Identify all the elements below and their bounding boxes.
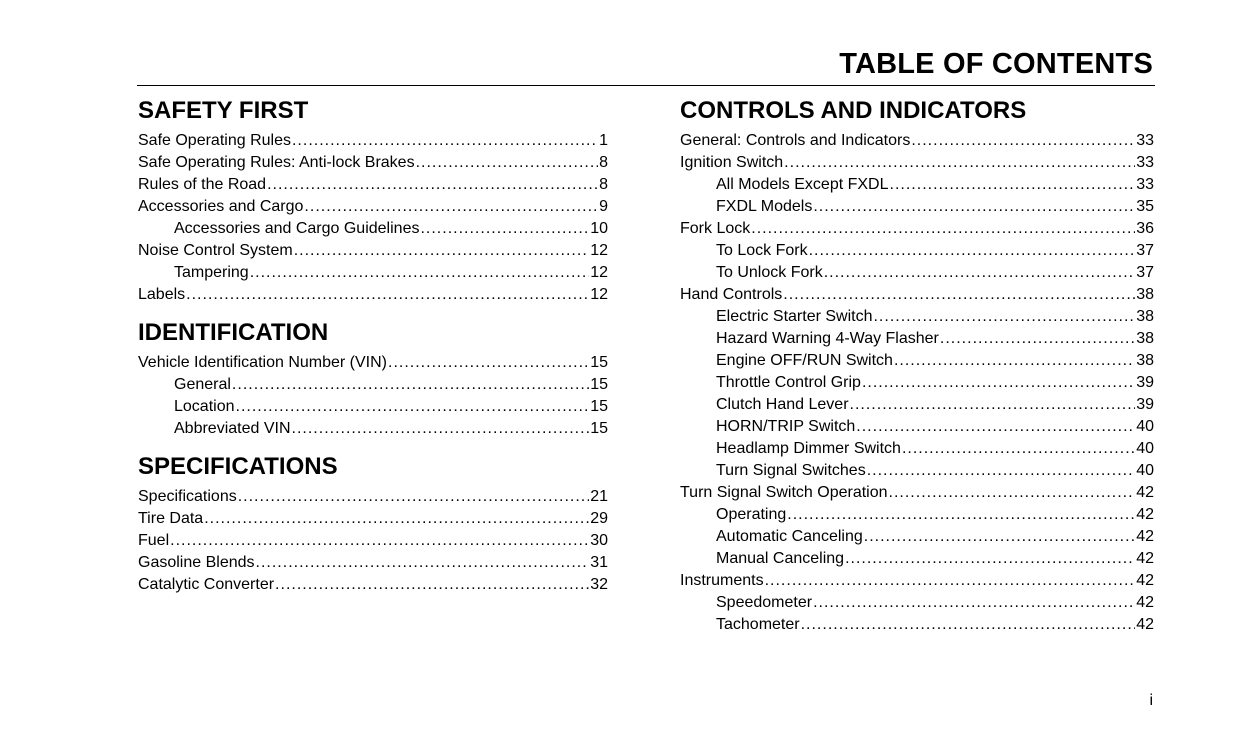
toc-entry-page: 21 [590, 488, 608, 505]
toc-entry-label: Throttle Control Grip [716, 374, 861, 391]
toc-entry-page: 29 [590, 510, 608, 527]
toc-entry-label: Electric Starter Switch [716, 308, 873, 325]
dot-leader [911, 130, 1135, 152]
toc-entry-page: 42 [1136, 528, 1154, 545]
toc-entry[interactable] [138, 174, 608, 196]
section-heading-specifications: SPECIFICATIONS [138, 453, 338, 480]
toc-entry-page: 10 [590, 220, 608, 237]
toc-entry-page: 42 [1136, 484, 1154, 501]
toc-entry[interactable] [138, 552, 608, 574]
toc-entry-label: Fork Lock [680, 220, 751, 237]
toc-entry-page: 1 [599, 132, 608, 149]
toc-entry[interactable] [680, 482, 1154, 504]
dot-leader [292, 130, 598, 152]
dot-leader [890, 174, 1136, 196]
toc-entry-page: 9 [599, 198, 608, 215]
toc-entry-label: Catalytic Converter [138, 576, 275, 593]
toc-subentry[interactable] [680, 416, 1154, 438]
toc-entry-page: 38 [1136, 308, 1154, 325]
toc-entry-label: To Unlock Fork [716, 264, 823, 281]
section-heading-identification: IDENTIFICATION [138, 319, 329, 346]
toc-entry[interactable] [138, 152, 608, 174]
toc-entry-label: Accessories and Cargo [138, 198, 304, 215]
toc-entry-page: 32 [590, 576, 608, 593]
toc-entry-label: Turn Signal Switch Operation [680, 484, 888, 501]
toc-entry-page: 33 [1136, 154, 1154, 171]
toc-entry[interactable] [680, 152, 1154, 174]
toc-entry[interactable] [138, 196, 608, 218]
toc-subentry[interactable] [138, 418, 608, 440]
toc-entry-page: 33 [1136, 176, 1154, 193]
toc-subentry[interactable] [680, 262, 1154, 284]
dot-leader [304, 196, 598, 218]
toc-subentry[interactable] [680, 306, 1154, 328]
toc-entry-label: Hazard Warning 4-Way Flasher [716, 330, 939, 347]
toc-entry-page: 40 [1136, 418, 1154, 435]
toc-entry-label: Specifications [138, 488, 237, 505]
toc-entry-label: To Lock Fork [716, 242, 808, 259]
toc-subentry[interactable] [138, 396, 608, 418]
toc-entry-page: 12 [590, 264, 608, 281]
toc-entry-page: 8 [599, 154, 608, 171]
toc-entry-label: Noise Control System [138, 242, 293, 259]
toc-entry-label: General [174, 376, 231, 393]
toc-entry-label: Clutch Hand Lever [716, 396, 849, 413]
dot-leader [813, 196, 1135, 218]
toc-entry-page: 8 [599, 176, 608, 193]
toc-entry-page: 15 [590, 376, 608, 393]
dot-leader [850, 394, 1136, 416]
toc-entry-label: Engine OFF/RUN Switch [716, 352, 893, 369]
dot-leader [292, 418, 590, 440]
toc-entry[interactable] [680, 284, 1154, 306]
toc-entry-label: Manual Canceling [716, 550, 845, 567]
toc-entry[interactable] [680, 570, 1154, 592]
section-heading-safety-first: SAFETY FIRST [138, 97, 309, 124]
toc-entry-page: 12 [590, 242, 608, 259]
toc-entry-page: 42 [1136, 616, 1154, 633]
dot-leader [902, 438, 1135, 460]
toc-entry-label: Turn Signal Switches [716, 462, 866, 479]
toc-entry-page: 42 [1136, 572, 1154, 589]
dot-leader [256, 552, 590, 574]
dot-leader [783, 284, 1135, 306]
toc-entry-page: 38 [1136, 352, 1154, 369]
toc-entry-page: 40 [1136, 440, 1154, 457]
toc-entry[interactable] [138, 574, 608, 596]
dot-leader [751, 218, 1135, 240]
dot-leader [873, 306, 1135, 328]
dot-leader [889, 482, 1136, 504]
toc-subentry[interactable] [680, 438, 1154, 460]
dot-leader [267, 174, 598, 196]
toc-entry-label: Speedometer [716, 594, 813, 611]
toc-entry[interactable] [138, 284, 608, 306]
toc-entry-label: Location [174, 398, 235, 415]
toc-entry-page: 40 [1136, 462, 1154, 479]
dot-leader [862, 372, 1135, 394]
toc-entry-page: 38 [1136, 330, 1154, 347]
dot-leader [824, 262, 1136, 284]
toc-entry-page: 35 [1136, 198, 1154, 215]
toc-entry-page: 15 [590, 354, 608, 371]
toc-entry-label: Tampering [174, 264, 249, 281]
toc-subentry[interactable] [680, 240, 1154, 262]
section-heading-controls-and-indicators: CONTROLS AND INDICATORS [680, 97, 1027, 124]
dot-leader [420, 218, 589, 240]
toc-entry-page: 38 [1136, 286, 1154, 303]
dot-leader [940, 328, 1135, 350]
toc-entry-page: 33 [1136, 132, 1154, 149]
toc-entry-label: General: Controls and Indicators [680, 132, 911, 149]
dot-leader [801, 614, 1136, 636]
header-rule [137, 85, 1155, 86]
toc-entry-page: 12 [590, 286, 608, 303]
toc-entry-label: Safe Operating Rules: Anti-lock Brakes [138, 154, 415, 171]
dot-leader [294, 240, 589, 262]
toc-subentry[interactable] [138, 374, 608, 396]
toc-subentry[interactable] [680, 328, 1154, 350]
dot-leader [204, 508, 589, 530]
page-number: i [1149, 692, 1153, 709]
toc-subentry[interactable] [680, 460, 1154, 482]
toc-entry[interactable] [138, 486, 608, 508]
toc-subentry[interactable] [680, 526, 1154, 548]
toc-entry-label: Gasoline Blends [138, 554, 255, 571]
toc-entry-page: 31 [590, 554, 608, 571]
dot-leader [275, 574, 589, 596]
toc-entry-label: Hand Controls [680, 286, 783, 303]
toc-entry[interactable] [680, 218, 1154, 240]
dot-leader [894, 350, 1135, 372]
toc-subentry[interactable] [680, 350, 1154, 372]
dot-leader [809, 240, 1136, 262]
toc-entry[interactable] [138, 352, 608, 374]
toc-entry-label: Tire Data [138, 510, 204, 527]
toc-entry-label: FXDL Models [716, 198, 813, 215]
toc-entry-label: Headlamp Dimmer Switch [716, 440, 901, 457]
dot-leader [186, 284, 589, 306]
dot-leader [232, 374, 589, 396]
dot-leader [813, 592, 1135, 614]
toc-entry-page: 39 [1136, 374, 1154, 391]
toc-entry-label: Instruments [680, 572, 764, 589]
toc-entry-label: Automatic Canceling [716, 528, 863, 545]
toc-entry-page: 30 [590, 532, 608, 549]
toc-subentry[interactable] [138, 218, 608, 240]
toc-subentry[interactable] [680, 394, 1154, 416]
dot-leader [388, 352, 589, 374]
toc-entry-page: 36 [1136, 220, 1154, 237]
dot-leader [236, 396, 590, 418]
toc-entry[interactable] [680, 130, 1154, 152]
left-column [138, 96, 608, 596]
toc-subentry[interactable] [680, 174, 1154, 196]
toc-entry-label: Rules of the Road [138, 176, 267, 193]
toc-entry-page: 42 [1136, 506, 1154, 523]
toc-entry-label: Safe Operating Rules [138, 132, 291, 149]
dot-leader [856, 416, 1135, 438]
toc-entry-page: 39 [1136, 396, 1154, 413]
toc-entry-page: 37 [1136, 242, 1154, 259]
toc-entry-label: Abbreviated VIN [174, 420, 291, 437]
toc-entry-page: 42 [1136, 594, 1154, 611]
toc-subentry[interactable] [680, 548, 1154, 570]
toc-entry[interactable] [138, 508, 608, 530]
dot-leader [238, 486, 589, 508]
dot-leader [845, 548, 1135, 570]
toc-entry-label: All Models Except FXDL [716, 176, 889, 193]
toc-entry[interactable] [138, 240, 608, 262]
toc-entry[interactable] [138, 130, 608, 152]
toc-entry-label: Accessories and Cargo Guidelines [174, 220, 420, 237]
page-title: TABLE OF CONTENTS [839, 48, 1153, 80]
toc-entry-label: Operating [716, 506, 787, 523]
toc-entry-label: Labels [138, 286, 186, 303]
dot-leader [864, 526, 1135, 548]
dot-leader [170, 530, 589, 552]
toc-entry-page: 42 [1136, 550, 1154, 567]
right-column [680, 96, 1154, 636]
dot-leader [250, 262, 590, 284]
toc-subentry[interactable] [680, 504, 1154, 526]
toc-subentry[interactable] [680, 592, 1154, 614]
toc-subentry[interactable] [138, 262, 608, 284]
dot-leader [867, 460, 1136, 482]
toc-subentry[interactable] [680, 372, 1154, 394]
toc-subentry[interactable] [680, 614, 1154, 636]
toc-entry-page: 15 [590, 398, 608, 415]
toc-entry-page: 15 [590, 420, 608, 437]
toc-entry-label: Vehicle Identification Number (VIN) [138, 354, 387, 371]
toc-entry-label: Tachometer [716, 616, 800, 633]
dot-leader [784, 152, 1135, 174]
toc-entry-label: HORN/TRIP Switch [716, 418, 856, 435]
toc-entry-label: Fuel [138, 532, 170, 549]
toc-entry-label: Ignition Switch [680, 154, 784, 171]
toc-entry[interactable] [138, 530, 608, 552]
dot-leader [787, 504, 1135, 526]
toc-subentry[interactable] [680, 196, 1154, 218]
dot-leader [765, 570, 1136, 592]
toc-entry-page: 37 [1136, 264, 1154, 281]
dot-leader [416, 152, 599, 174]
